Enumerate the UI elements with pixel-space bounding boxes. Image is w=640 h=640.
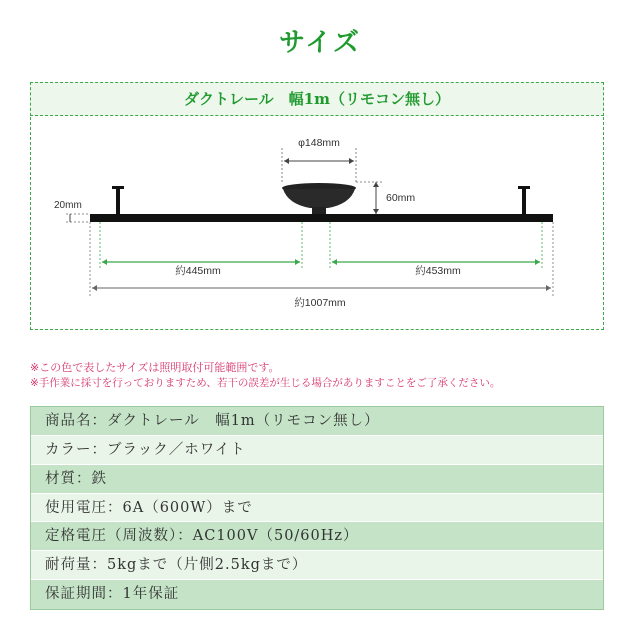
spec-warranty: 保証期間：1年保証 xyxy=(31,580,603,609)
right-span-arrow-r xyxy=(535,259,540,265)
diameter-label: φ148mm xyxy=(298,137,340,149)
spec-color: カラー：ブラック／ホワイト xyxy=(31,436,603,465)
post-left xyxy=(116,188,120,216)
note-tolerance: ※手作業に採寸を行っておりますため、若干の誤差が生じる場合がありますことをご了承ください。 xyxy=(30,377,501,389)
total-arrow-l xyxy=(92,285,97,291)
right-span-arrow-l xyxy=(332,259,337,265)
diagram-header: ダクトレール 幅1m（リモコン無し） xyxy=(30,82,604,116)
page-title: サイズ xyxy=(279,28,361,58)
diameter-arrow-right xyxy=(349,158,354,164)
height-label: 60mm xyxy=(386,192,416,204)
total-label: 約1007mm xyxy=(294,297,346,309)
spec-voltage: 定格電圧（周波数）：AC100V（50/60Hz） xyxy=(31,522,603,551)
diameter-arrow-left xyxy=(284,158,289,164)
height-arrow-top xyxy=(373,182,379,187)
right-span-label: 約453mm xyxy=(415,265,461,277)
rail-diagram xyxy=(30,116,604,330)
left-span-arrow-r xyxy=(295,259,300,265)
duct-rail xyxy=(90,214,553,222)
total-arrow-r xyxy=(546,285,551,291)
spec-table xyxy=(30,406,604,610)
canopy-body xyxy=(283,189,355,208)
left-span-label: 約445mm xyxy=(175,265,221,277)
left-span-arrow-l xyxy=(102,259,107,265)
spec-load: 耐荷量：5kgまで（片側2.5kgまで） xyxy=(31,551,603,580)
spec-current: 使用電圧：6A（600W）まで xyxy=(31,494,603,523)
spec-material: 材質：鉄 xyxy=(31,465,603,494)
post-right xyxy=(522,188,526,216)
height-arrow-bottom xyxy=(373,209,379,214)
depth-label: 20mm xyxy=(54,200,82,211)
note-range: ※この色で表したサイズは照明取付可能範囲です。 xyxy=(30,361,280,374)
spec-product-name: 商品名：ダクトレール 幅1m（リモコン無し） xyxy=(31,407,603,436)
